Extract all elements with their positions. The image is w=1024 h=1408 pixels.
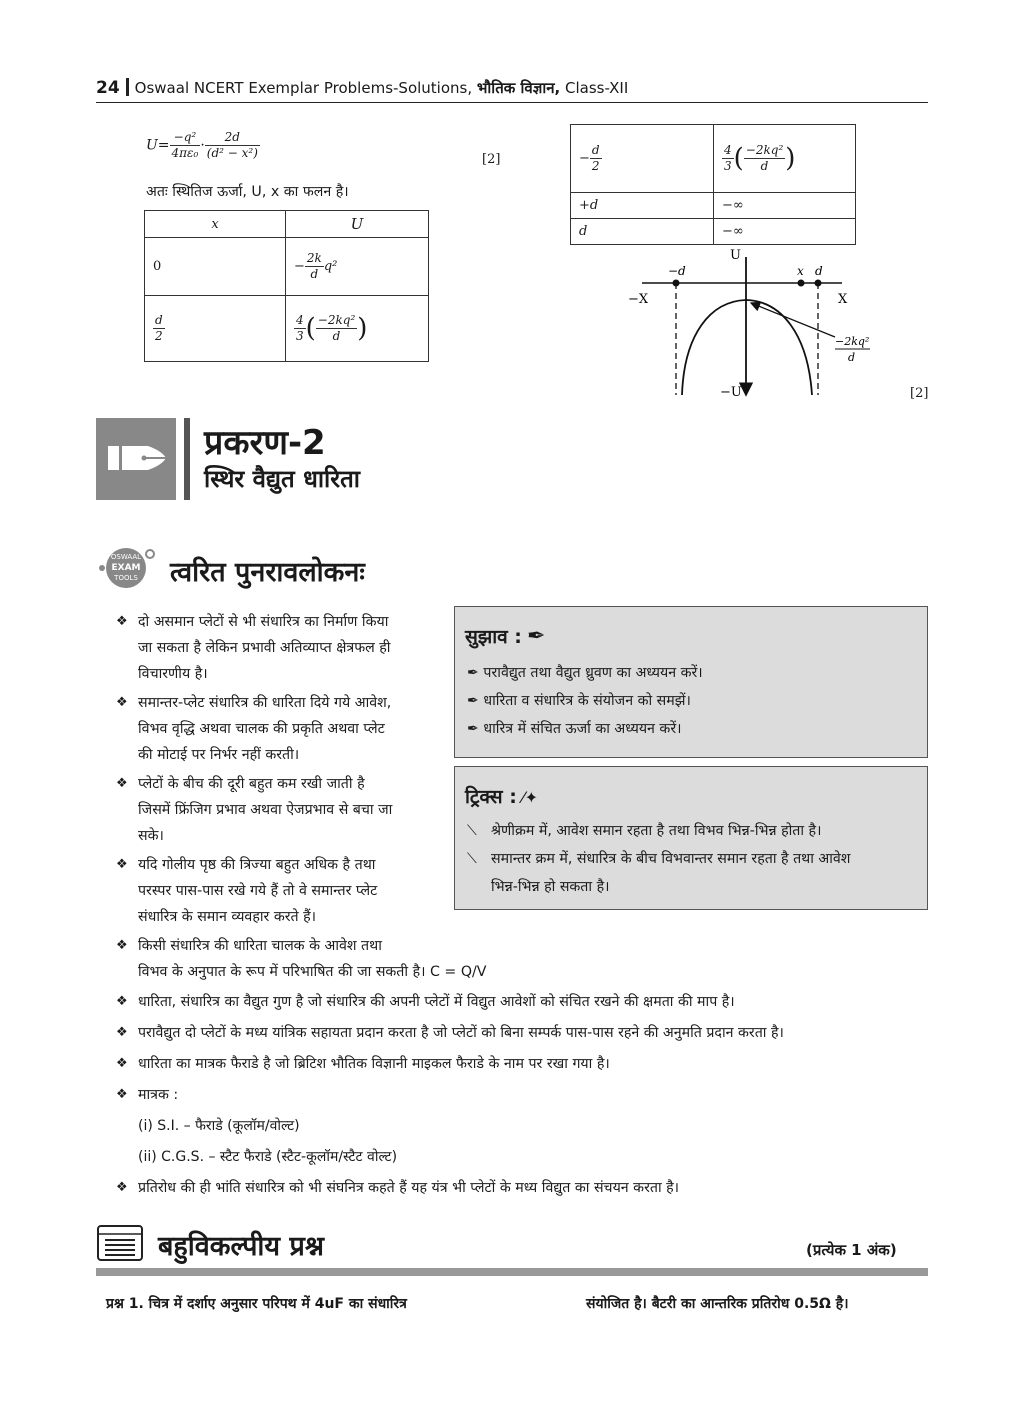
u-num2: −2kq² — [317, 313, 356, 327]
u-den: d — [310, 267, 319, 281]
bullet-icon: ❖ — [116, 857, 128, 872]
u-den1: 3 — [296, 329, 304, 343]
point-x — [798, 280, 805, 287]
label-x-point: x — [797, 264, 804, 278]
exam-tools-logo — [96, 542, 158, 594]
page-header — [96, 78, 928, 103]
u-prefix: − — [294, 259, 305, 274]
bullet-icon: ❖ — [116, 1056, 128, 1071]
item-text: प्रतिरोध की ही भांति संधारित्र को भी संघनित्र कहते हैं यह यंत्र भी प्लेटों के मध्य विद्युत का संचयन करता है। — [138, 1180, 680, 1196]
u-den2: d — [760, 159, 769, 173]
list-item — [116, 933, 638, 985]
header-title: Oswaal NCERT Exemplar Problems-Solutions, — [134, 79, 477, 97]
marks-label: [2] — [482, 152, 501, 167]
magic-wand-icon: ⁄✦ — [521, 788, 538, 807]
bullet-icon: ❖ — [116, 994, 128, 1009]
label-neg-u: −U — [720, 385, 742, 400]
chapter-divider — [184, 418, 190, 500]
potential-table-continued — [570, 124, 856, 245]
annotation-num: −2kq² — [835, 335, 870, 348]
list-item — [467, 715, 922, 743]
line: जा सकता है लेकिन प्रभावी अतिव्याप्त क्षेत्रफल ही — [138, 640, 391, 656]
label-x-axis: X — [838, 292, 848, 307]
line: विचारणीय है। — [138, 666, 208, 682]
potential-curve — [682, 300, 812, 395]
u-num: 2k — [306, 251, 322, 265]
mcq-title: बहुविकल्पीय प्रश्न — [158, 1231, 324, 1262]
x-den: 2 — [591, 159, 600, 173]
bullet-icon: ❖ — [116, 776, 128, 791]
list-item — [116, 852, 438, 930]
item-text: समान्तर क्रम में, संधारित्र के बीच विभवान्तर समान रहता है तथा आवेश — [491, 851, 851, 867]
table-header-x: x — [145, 211, 286, 238]
line: प्लेटों के बीच की दूरी बहुत कम रखी जाती है — [138, 776, 365, 792]
item-text: श्रेणीक्रम में, आवेश समान रहता है तथा विभव भिन्न-भिन्न होता है। — [491, 823, 822, 839]
annotation-den: d — [848, 351, 856, 364]
conclusion-text: अतः स्थितिज ऊर्जा, U, x का फलन है। — [146, 184, 349, 200]
u-den1: 3 — [724, 159, 732, 173]
label-neg-x: −X — [628, 292, 649, 307]
list-item — [116, 1051, 928, 1077]
x-prefix: − — [579, 151, 590, 166]
unit-cgs: (ii) C.G.S. – स्टैट फैराडे (स्टैट-कूलॉम/स्टैट वोल्ट) — [138, 1149, 398, 1165]
table-cell: +d — [571, 193, 714, 219]
line: किसी संधारित्र की धारिता चालक के आवेश तथा — [138, 938, 382, 954]
pen-icon: ✒ — [467, 693, 484, 709]
label-d-point: d — [815, 264, 823, 278]
u-den2: d — [332, 329, 341, 343]
item-text: धारिता व संधारित्र के संयोजन को समझें। — [483, 693, 691, 709]
suggestion-title: सुझाव : — [465, 626, 522, 648]
tricks-box — [454, 766, 928, 910]
formula-num2: 2d — [205, 130, 260, 146]
point-neg-d — [673, 280, 680, 287]
unit-si: (i) S.I. – फैराडे (कूलॉम/वोल्ट) — [138, 1118, 300, 1134]
label-neg-d: −d — [668, 264, 686, 278]
line: सके। — [138, 828, 164, 844]
pen-icon: ✒ — [467, 721, 484, 737]
list-item — [116, 609, 438, 687]
table-cell — [571, 125, 714, 193]
table-cell: $\frac{4}{3}$ ( $\frac{\text{−2kq²}}{d}$ ) — [714, 125, 856, 193]
bullet-icon: ❖ — [116, 1025, 128, 1040]
list-item — [116, 1020, 928, 1046]
line: विभव वृद्धि अथवा चालक की प्रकृति अथवा प्लेट — [138, 721, 385, 737]
table-row — [571, 125, 856, 193]
x-num: d — [155, 313, 163, 327]
pen-icon: ✒ — [467, 665, 484, 681]
pen-nib-icon: ✒ — [527, 624, 546, 649]
potential-energy-graph — [580, 245, 930, 405]
wand-icon: ⟍ — [467, 823, 477, 839]
wand-icon: ⟍ — [467, 851, 477, 867]
formula-den2: (d² − x²) — [206, 146, 258, 160]
bullet-icon: ❖ — [116, 1180, 128, 1195]
list-item — [467, 873, 922, 901]
item-text: धारित्र में संचित ऊर्जा का अध्ययन करें। — [483, 721, 682, 737]
table-row — [571, 193, 856, 219]
mcq-marks-note: (प्रत्येक 1 अंक) — [806, 1241, 897, 1259]
table-row — [571, 219, 856, 245]
header-subject: भौतिक विज्ञान, — [476, 79, 561, 97]
list-item — [116, 1175, 928, 1201]
formula-num1: −q² — [170, 130, 201, 146]
table-header-u: U — [286, 211, 429, 238]
formula-lhs: U= — [146, 137, 170, 154]
tricks-title: ट्रिक्स : — [465, 786, 517, 808]
graph-marks: [2] — [910, 386, 929, 401]
header-class: Class-XII — [560, 79, 629, 97]
page-number: 24 — [96, 78, 120, 98]
logo-text-line2: EXAM — [111, 563, 141, 573]
bullet-icon: ❖ — [116, 938, 128, 953]
line: विभव के अनुपात के रूप में परिभाषित की जा सकती है। C = Q/V — [138, 964, 487, 980]
table-cell: −∞ — [714, 193, 856, 219]
document-list-icon — [96, 1224, 144, 1262]
list-item — [116, 1082, 928, 1108]
table-cell: 0 — [145, 238, 286, 296]
item-text: मात्रक : — [138, 1087, 179, 1103]
question-1-right: संयोजित है। बैटरी का आन्तरिक प्रतिरोध 0.5Ω है। — [586, 1296, 849, 1312]
item-text: धारिता का मात्रक फैराडे है जो ब्रिटिश भौतिक विज्ञानी माइकल फैराडे के नाम पर रखा गया है। — [138, 1056, 610, 1072]
item-text: धारिता, संधारित्र का वैद्युत गुण है जो संधारित्र की अपनी प्लेटों में विद्युत आवेशों को संचित रखने की क्षमता की माप है। — [138, 994, 735, 1010]
line: दो असमान प्लेटों से भी संधारित्र का निर्माण किया — [138, 614, 389, 630]
line: यदि गोलीय पृष्ठ की त्रिज्या बहुत अधिक है तथा — [138, 857, 376, 873]
chapter-subtitle: स्थिर वैद्युत धारिता — [204, 465, 360, 493]
bullet-icon: ❖ — [116, 614, 128, 629]
table-row — [145, 238, 429, 296]
logo-text-line1: OSWAAL — [110, 553, 142, 561]
table-cell — [145, 296, 286, 362]
list-item — [467, 845, 922, 873]
u-num2: −2kq² — [745, 143, 784, 157]
potential-table — [144, 210, 429, 362]
u-suffix: q² — [323, 259, 338, 274]
item-text: परावैद्युत तथा वैद्युत ध्रुवण का अध्ययन करें। — [483, 665, 703, 681]
bullet-icon: ❖ — [116, 695, 128, 710]
table-cell: −∞ — [714, 219, 856, 245]
fountain-pen-icon — [96, 418, 176, 500]
u-num1: 4 — [296, 313, 304, 327]
line: समान्तर-प्लेट संधारित्र की धारिता दिये गये आवेश, — [138, 695, 392, 711]
point-d — [815, 280, 822, 287]
table-cell: d — [571, 219, 714, 245]
list-item — [116, 690, 438, 768]
list-item — [467, 687, 922, 715]
table-row — [145, 296, 429, 362]
table-cell: $\frac{4}{3}$ ( $\frac{\text{−2kq²}}{d}$ ) — [286, 296, 429, 362]
suggestion-list — [467, 659, 922, 743]
x-num: d — [591, 143, 600, 157]
x-den: 2 — [155, 329, 163, 343]
u-num1: 4 — [724, 143, 732, 157]
table-cell — [286, 238, 429, 296]
chapter-title: प्रकरण-2 — [204, 423, 326, 463]
list-item — [116, 989, 928, 1015]
list-item — [467, 659, 922, 687]
label-u: U — [730, 248, 741, 263]
header-divider — [126, 78, 129, 96]
tricks-list — [467, 817, 922, 901]
formula-den1: 4πε₀ — [171, 146, 199, 160]
quick-review-title: त्वरित पुनरावलोकनः — [170, 557, 365, 588]
potential-energy-formula: U= $\frac{\text{−q²}}{\text{4πε₀}}$ · $\frac{2d}{\text{(d² − x²)}}$ — [146, 130, 258, 160]
question-1-left: प्रश्न 1. चित्र में दर्शाए अनुसार परिपथ में 4uF का संधारित्र — [106, 1296, 407, 1312]
suggestion-box — [454, 606, 928, 758]
item-text: भिन्न-भिन्न हो सकता है। — [491, 879, 610, 895]
line: जिसमें फ्रिंजिग प्रभाव अथवा ऐजप्रभाव से बचा जा — [138, 802, 393, 818]
line: की मोटाई पर निर्भर नहीं करती। — [138, 747, 300, 763]
list-item — [116, 771, 438, 849]
bullet-icon: ❖ — [116, 1087, 128, 1102]
logo-text-line3: TOOLS — [114, 574, 138, 582]
line: परस्पर पास-पास रखे गये हैं तो वे समान्तर प्लेट — [138, 883, 378, 899]
line: संधारित्र के समान व्यवहार करते हैं। — [138, 909, 317, 925]
list-item — [467, 817, 922, 845]
item-text: परावैद्युत दो प्लेटों के मध्य यांत्रिक सहायता प्रदान करता है जो प्लेटों को बिना सम्पर्क पास-पास रहने की अनुमति प्रदान करता है। — [138, 1025, 784, 1041]
mcq-divider — [96, 1268, 928, 1276]
annotation-arrow — [751, 303, 835, 337]
